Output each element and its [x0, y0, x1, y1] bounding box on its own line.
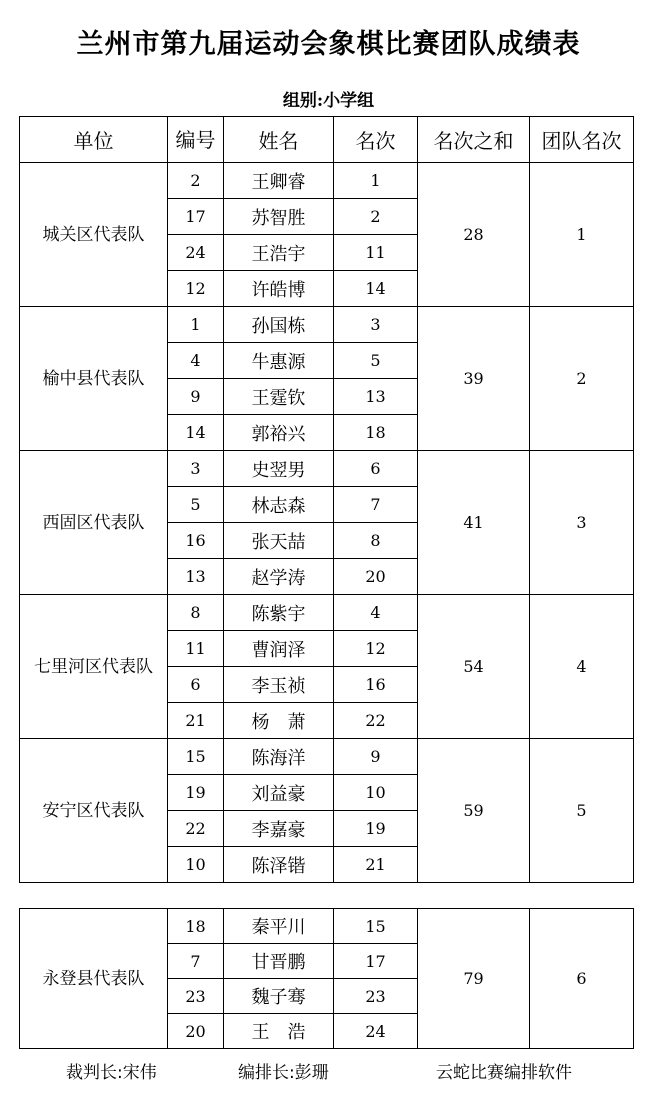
player-place: 23: [334, 979, 418, 1014]
player-number: 5: [168, 487, 224, 523]
table-row: [20, 739, 634, 775]
player-place: 14: [334, 271, 418, 307]
team-unit: 西固区代表队: [20, 451, 168, 595]
team-unit: 榆中县代表队: [20, 307, 168, 451]
player-name: 杨 萧: [224, 703, 334, 739]
team-unit: 永登县代表队: [20, 909, 168, 1049]
player-name: 李嘉豪: [224, 811, 334, 847]
header-place: 名次: [334, 117, 418, 163]
player-name: 史翌男: [224, 451, 334, 487]
player-number: 7: [168, 944, 224, 979]
player-place: 16: [334, 667, 418, 703]
table-row: [20, 163, 634, 199]
team-unit: 安宁区代表队: [20, 739, 168, 883]
player-number: 21: [168, 703, 224, 739]
player-place: 13: [334, 379, 418, 415]
player-name: 许皓博: [224, 271, 334, 307]
player-number: 18: [168, 909, 224, 944]
player-place: 7: [334, 487, 418, 523]
team-place-sum: 79: [418, 909, 530, 1049]
player-number: 22: [168, 811, 224, 847]
player-number: 1: [168, 307, 224, 343]
player-place: 6: [334, 451, 418, 487]
table-row: [20, 307, 634, 343]
player-number: 19: [168, 775, 224, 811]
results-table-extra: [19, 908, 634, 1049]
table-row: [20, 451, 634, 487]
team-place-sum: 59: [418, 739, 530, 883]
table-row: [20, 595, 634, 631]
header-place-sum: 名次之和: [418, 117, 530, 163]
header-unit: 单位: [20, 117, 168, 163]
player-place: 20: [334, 559, 418, 595]
player-name: 秦平川: [224, 909, 334, 944]
player-name: 李玉祯: [224, 667, 334, 703]
player-number: 4: [168, 343, 224, 379]
player-name: 陈泽锴: [224, 847, 334, 883]
team-rank: 2: [530, 307, 634, 451]
player-number: 23: [168, 979, 224, 1014]
player-place: 17: [334, 944, 418, 979]
player-number: 13: [168, 559, 224, 595]
player-place: 5: [334, 343, 418, 379]
player-number: 10: [168, 847, 224, 883]
player-number: 12: [168, 271, 224, 307]
team-rank: 6: [530, 909, 634, 1049]
team-rank: 5: [530, 739, 634, 883]
player-place: 10: [334, 775, 418, 811]
player-number: 20: [168, 1014, 224, 1049]
team-place-sum: 28: [418, 163, 530, 307]
player-place: 11: [334, 235, 418, 271]
player-place: 8: [334, 523, 418, 559]
player-place: 19: [334, 811, 418, 847]
player-name: 刘益豪: [224, 775, 334, 811]
player-number: 8: [168, 595, 224, 631]
player-place: 24: [334, 1014, 418, 1049]
player-number: 9: [168, 379, 224, 415]
player-number: 6: [168, 667, 224, 703]
player-place: 22: [334, 703, 418, 739]
player-name: 陈海洋: [224, 739, 334, 775]
table-row: [20, 909, 634, 944]
player-name: 魏子骞: [224, 979, 334, 1014]
player-place: 3: [334, 307, 418, 343]
player-name: 王 浩: [224, 1014, 334, 1049]
player-name: 曹润泽: [224, 631, 334, 667]
player-name: 赵学涛: [224, 559, 334, 595]
player-place: 18: [334, 415, 418, 451]
player-number: 17: [168, 199, 224, 235]
player-name: 甘晋鹏: [224, 944, 334, 979]
player-place: 2: [334, 199, 418, 235]
header-name: 姓名: [224, 117, 334, 163]
player-place: 4: [334, 595, 418, 631]
player-name: 林志森: [224, 487, 334, 523]
team-place-sum: 54: [418, 595, 530, 739]
player-place: 12: [334, 631, 418, 667]
header-row: [20, 117, 634, 163]
team-place-sum: 39: [418, 307, 530, 451]
team-rank: 4: [530, 595, 634, 739]
player-number: 3: [168, 451, 224, 487]
team-unit: 七里河区代表队: [20, 595, 168, 739]
team-rank: 1: [530, 163, 634, 307]
player-name: 王卿睿: [224, 163, 334, 199]
player-number: 2: [168, 163, 224, 199]
player-name: 郭裕兴: [224, 415, 334, 451]
player-name: 苏智胜: [224, 199, 334, 235]
player-place: 1: [334, 163, 418, 199]
team-rank: 3: [530, 451, 634, 595]
player-name: 孙国栋: [224, 307, 334, 343]
player-number: 11: [168, 631, 224, 667]
player-place: 15: [334, 909, 418, 944]
header-number: 编号: [168, 117, 224, 163]
page-title: 兰州市第九届运动会象棋比赛团队成绩表: [76, 29, 581, 60]
player-place: 9: [334, 739, 418, 775]
player-number: 15: [168, 739, 224, 775]
scheduler: 编排长:彭珊: [238, 1063, 329, 1083]
player-place: 21: [334, 847, 418, 883]
player-number: 14: [168, 415, 224, 451]
player-name: 王浩宇: [224, 235, 334, 271]
player-name: 陈紫宇: [224, 595, 334, 631]
group-label: 组别:小学组: [282, 91, 375, 111]
player-name: 牛惠源: [224, 343, 334, 379]
results-table: [19, 116, 634, 883]
player-name: 张天喆: [224, 523, 334, 559]
chief-referee: 裁判长:宋伟: [66, 1063, 157, 1083]
team-place-sum: 41: [418, 451, 530, 595]
software-credit: 云蛇比赛编排软件: [436, 1063, 572, 1083]
player-number: 24: [168, 235, 224, 271]
team-unit: 城关区代表队: [20, 163, 168, 307]
player-number: 16: [168, 523, 224, 559]
player-name: 王霆钦: [224, 379, 334, 415]
header-team-rank: 团队名次: [530, 117, 634, 163]
